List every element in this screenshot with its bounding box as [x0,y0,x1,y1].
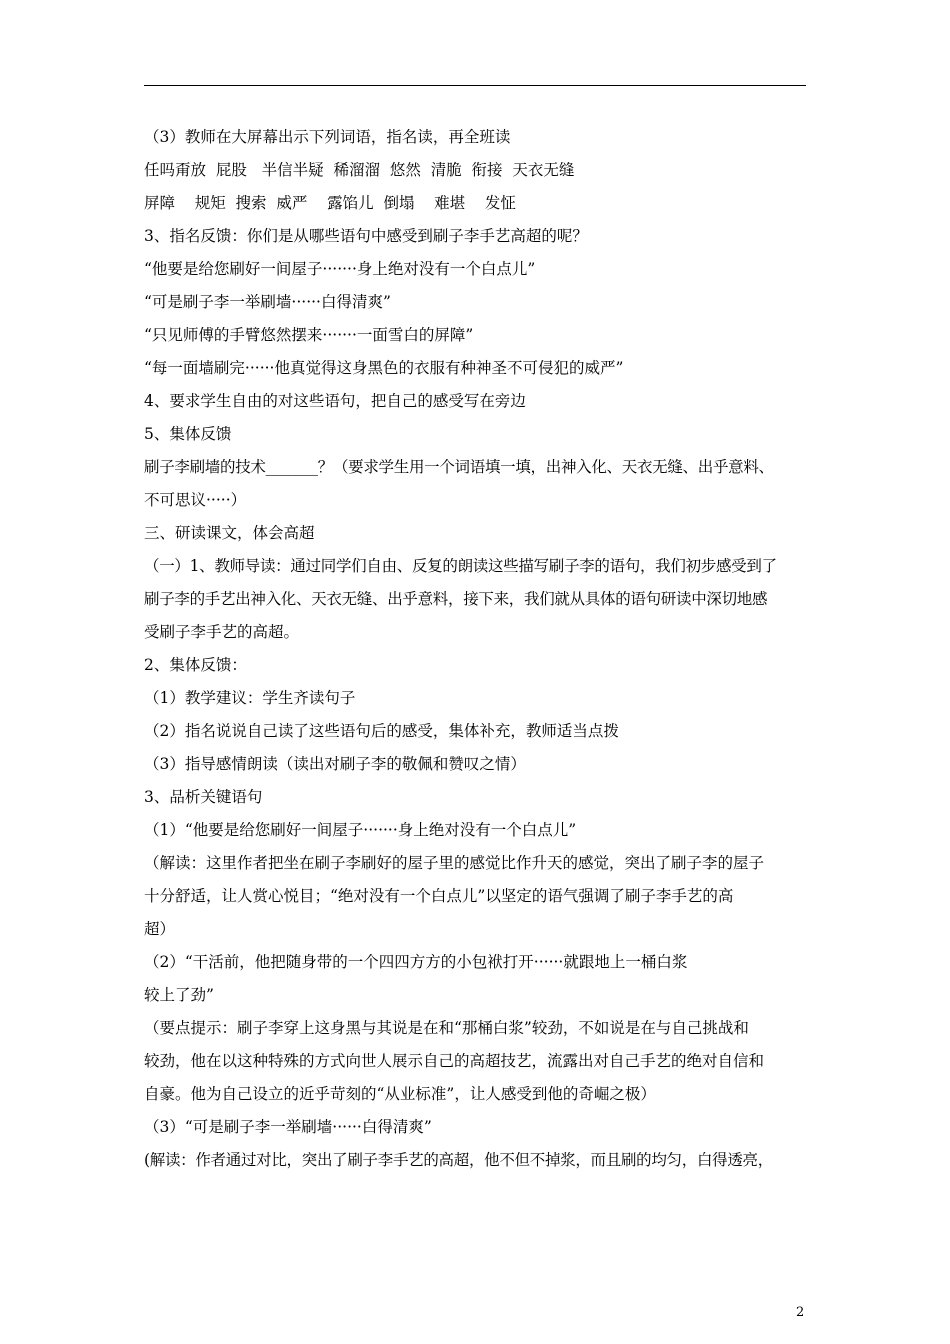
text-line: 5、集体反馈 [144,425,232,443]
text-line: 较上了劲” [144,986,214,1004]
text-line: （1）教学建议：学生齐读句子 [144,689,356,707]
text-line: （要点提示：刷子李穿上这身黑与其说是在和“那桶白浆”较劲，不如说是在与自己挑战和 [144,1019,749,1037]
text-line: （3）指导感情朗读（读出对刷子李的敬佩和赞叹之情） [144,755,526,773]
text-line: 十分舒适，让人赏心悦目；“绝对没有一个白点儿”以坚定的语气强调了刷子李手艺的高 [144,887,734,905]
text-line: 不可思议·····） [144,491,247,509]
text-line: 受刷子李手艺的高超。 [144,623,300,641]
text-line: （1）“他要是给您刷好一间屋子·······身上绝对没有一个白点儿” [144,821,577,839]
header-rule [144,85,806,86]
text-line: (解读：作者通过对比，突出了刷子李手艺的高超，他不但不掉浆，而且刷的均匀，白得透亮， [144,1151,773,1169]
text-line: “每一面墙刷完······他真觉得这身黑色的衣服有种神圣不可侵犯的威严” [144,359,624,377]
text-line: （解读：这里作者把坐在刷子李刷好的屋子里的感觉比作升天的感觉，突出了刷子李的屋子 [144,854,765,872]
text-line: 4、要求学生自由的对这些语句，把自己的感受写在旁边 [144,392,526,410]
text-line: 3、指名反馈：你们是从哪些语句中感受到刷子李手艺高超的呢？ [144,227,588,245]
text-line: （一）1、教师导读：通过同学们自由、反复的朗读这些描写刷子李的语句，我们初步感受到了 [144,557,777,575]
text-line: 2、集体反馈： [144,656,247,674]
text-line: 屏障 规矩 搜索 威严 露馅儿 倒塌 难堪 发怔 [144,194,516,212]
text-line: （2）“干活前，他把随身带的一个四四方方的小包袱打开······就跟地上一桶白浆 [144,953,688,971]
text-line: 超） [144,920,176,938]
text-line: 刷子李刷墙的技术_______？（要求学生用一个词语填一填，出神入化、天衣无缝、出乎意料、 [144,458,774,476]
text-line: 3、品析关键语句 [144,788,263,806]
text-line: 任吗甭放 屁股 半信半疑 稀溜溜 悠然 清脆 衔接 天衣无缝 [144,161,575,179]
text-line: “可是刷子李一举刷墙······白得清爽” [144,293,391,311]
text-line: 自豪。他为自己设立的近乎苛刻的“从业标准”，让人感受到他的奇崛之极） [144,1085,656,1103]
text-line: 三、研读课文，体会高超 [144,524,315,542]
text-line: 较劲，他在以这种特殊的方式向世人展示自己的高超技艺，流露出对自己手艺的绝对自信和 [144,1052,765,1070]
text-line: “他要是给您刷好一间屋子·······身上绝对没有一个白点儿” [144,260,536,278]
text-line: 刷子李的手艺出神入化、天衣无缝、出乎意料，接下来，我们就从具体的语句研读中深切地感 [144,590,768,608]
text-line: （3）“可是刷子李一举刷墙······白得清爽” [144,1118,432,1136]
page-number: 2 [796,1305,805,1320]
text-line: （2）指名说说自己读了这些语句后的感受，集体补充，教师适当点拨 [144,722,619,740]
text-line: “只见师傅的手臂悠然摆来·······一面雪白的屏障” [144,326,474,344]
document-body [144,124,808,1180]
text-line: （3）教师在大屏幕出示下列词语，指名读，再全班读 [144,128,511,146]
